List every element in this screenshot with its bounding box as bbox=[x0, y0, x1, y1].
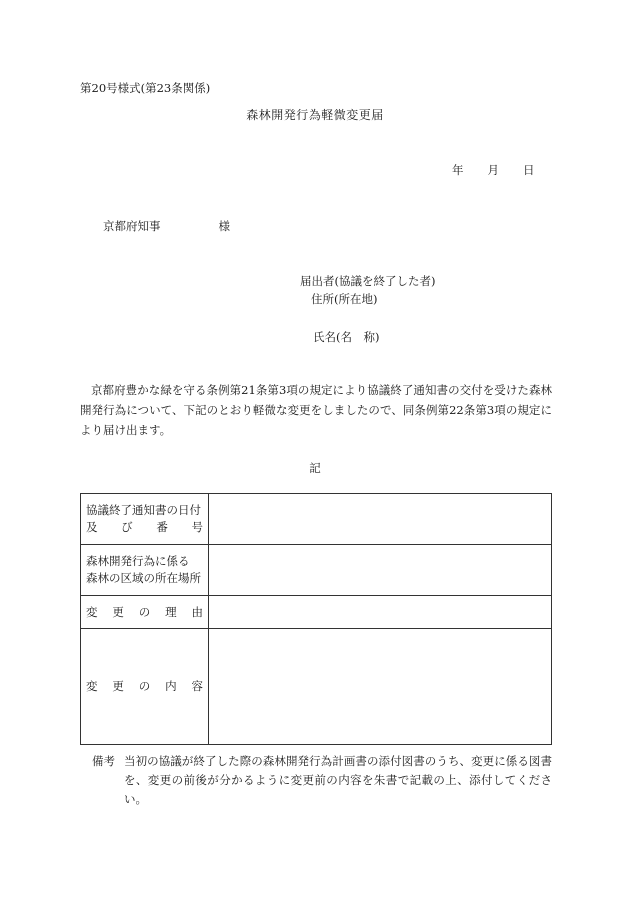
address-label: 住所(所在地) bbox=[311, 292, 378, 306]
label-char: 更 bbox=[112, 679, 124, 693]
change-reason-value-cell[interactable] bbox=[209, 596, 552, 629]
label-char: 及 bbox=[86, 520, 98, 534]
remarks-label: 備考 bbox=[92, 754, 115, 768]
label-char: の bbox=[138, 604, 151, 619]
label-char: 内 bbox=[165, 679, 177, 693]
remarks-text: 当初の協議が終了した際の森林開発行為計画書の添付図書のうち、変更に係る図書を、変更の前後が分かるように変更前の内容を朱書で記載の上、添付してください。 bbox=[124, 754, 552, 806]
location-label-cell bbox=[81, 545, 209, 596]
name-label: 氏名(名 称) bbox=[313, 330, 380, 344]
date-line bbox=[452, 162, 535, 178]
label-char: 変 bbox=[86, 604, 98, 619]
location-label-line2: 森林の区域の所在場所 bbox=[86, 571, 201, 585]
notifier-label: 届出者(協議を終了した者) bbox=[300, 274, 436, 288]
location-value-cell[interactable] bbox=[209, 545, 552, 596]
form-number: 第20号様式(第23条関係) bbox=[80, 81, 211, 95]
document-title: 森林開発行為軽微変更届 bbox=[246, 108, 384, 122]
change-content-value-cell[interactable] bbox=[209, 629, 552, 745]
body-paragraph: 京都府豊かな緑を守る条例第21条第3項の規定により協議終了通知書の交付を受けた森林開発行為について、下記のとおり軽微な変更をしましたので、同条例第22条第3項の規定により届け出ます。 bbox=[80, 383, 552, 437]
label-char: 変 bbox=[86, 679, 98, 693]
date-month-label: 月 bbox=[487, 163, 499, 177]
label-char: の bbox=[138, 679, 151, 693]
change-reason-label bbox=[86, 604, 203, 621]
change-content-label-cell bbox=[81, 629, 209, 745]
label-char: 理 bbox=[165, 604, 177, 619]
addressee-honorific: 様 bbox=[218, 219, 230, 233]
date-day-label: 日 bbox=[523, 163, 535, 177]
label-char: 更 bbox=[112, 604, 124, 619]
label-char: 番 bbox=[156, 520, 168, 534]
label-char: 容 bbox=[191, 679, 203, 693]
change-content-label bbox=[86, 678, 203, 695]
table-row bbox=[81, 596, 552, 629]
items-table bbox=[80, 493, 552, 745]
remarks bbox=[92, 752, 552, 809]
label-char: 由 bbox=[191, 604, 203, 619]
table-row bbox=[81, 545, 552, 596]
date-year-label: 年 bbox=[452, 163, 464, 177]
addressee-name: 京都府知事 bbox=[103, 219, 161, 233]
table-row bbox=[81, 629, 552, 745]
date-number-value-cell[interactable] bbox=[209, 494, 552, 545]
change-reason-label-cell bbox=[81, 596, 209, 629]
date-number-label-line1 bbox=[86, 502, 203, 519]
ki-heading: 記 bbox=[309, 461, 321, 475]
label-char: び bbox=[121, 520, 133, 534]
addressee bbox=[103, 218, 230, 234]
date-number-label-text: 協議終了通知書の日付 bbox=[86, 503, 201, 517]
label-char: 号 bbox=[191, 520, 203, 534]
table-row bbox=[81, 494, 552, 545]
date-number-label-line2 bbox=[86, 519, 203, 536]
location-label-line1: 森林開発行為に係る bbox=[86, 554, 190, 568]
date-number-label-cell bbox=[81, 494, 209, 545]
